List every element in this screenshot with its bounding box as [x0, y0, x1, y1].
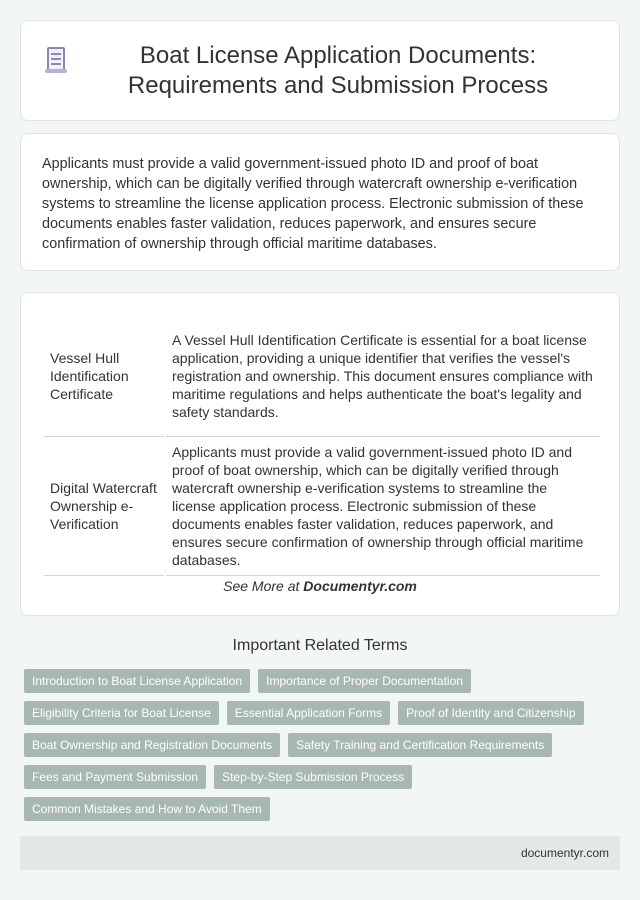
page-title: Boat License Application Documents: Requirements and Submission Process — [127, 41, 549, 99]
related-terms-list — [24, 669, 614, 821]
table-row — [44, 437, 600, 576]
document-icon — [45, 47, 67, 73]
see-more-prefix: See More at — [223, 578, 304, 594]
header-card — [20, 20, 620, 121]
definitions-table — [42, 315, 602, 576]
term-cell: Digital Watercraft Ownership e-Verification — [44, 437, 164, 576]
related-term-tag[interactable]: Step-by-Step Submission Process — [214, 765, 412, 789]
related-term-tag[interactable]: Importance of Proper Documentation — [258, 669, 471, 693]
footer-bar — [20, 836, 620, 870]
related-term-tag[interactable]: Common Mistakes and How to Avoid Them — [24, 797, 270, 821]
description-cell: Applicants must provide a valid government-issued photo ID and proof of boat ownership, which can be digitally verified through watercraft ownership e-verification systems to streamline the license application process. Electronic submission of these documents enables faster validation, reduces paperwork, and ensures secure confirmation of ownership through official maritime databases. — [166, 437, 600, 576]
intro-text: Applicants must provide a valid government-issued photo ID and proof of boat ownership, which can be digitally verified through watercraft ownership e-verification systems to streamline the license application process. Electronic submission of these documents enables faster validation, reduces paperwork, and ensures secure confirmation of ownership through official maritime databases. — [42, 156, 584, 252]
related-terms-heading: Important Related Terms — [232, 637, 408, 654]
intro-card — [20, 133, 620, 271]
definitions-card — [20, 292, 620, 616]
description-cell: A Vessel Hull Identification Certificate is essential for a boat license application, providing a unique identifier that verifies the vessel's registration and ownership. This document ensures compliance with maritime regulations and helps authenticate the boat's legality and safety standards. — [166, 315, 600, 437]
related-term-tag[interactable]: Eligibility Criteria for Boat License — [24, 701, 219, 725]
footer-site[interactable]: documentyr.com — [520, 846, 609, 860]
related-term-tag[interactable]: Safety Training and Certification Requirements — [288, 733, 552, 757]
related-term-tag[interactable]: Proof of Identity and Citizenship — [398, 701, 583, 725]
related-term-tag[interactable]: Essential Application Forms — [227, 701, 390, 725]
term-cell: Vessel Hull Identification Certificate — [44, 315, 164, 437]
see-more-link[interactable] — [21, 578, 619, 594]
title-wrap — [21, 41, 619, 101]
related-term-tag[interactable]: Boat Ownership and Registration Documents — [24, 733, 280, 757]
table-row — [44, 315, 600, 437]
see-more-site[interactable]: Documentyr.com — [303, 578, 417, 594]
related-term-tag[interactable]: Fees and Payment Submission — [24, 765, 206, 789]
related-term-tag[interactable]: Introduction to Boat License Application — [24, 669, 250, 693]
